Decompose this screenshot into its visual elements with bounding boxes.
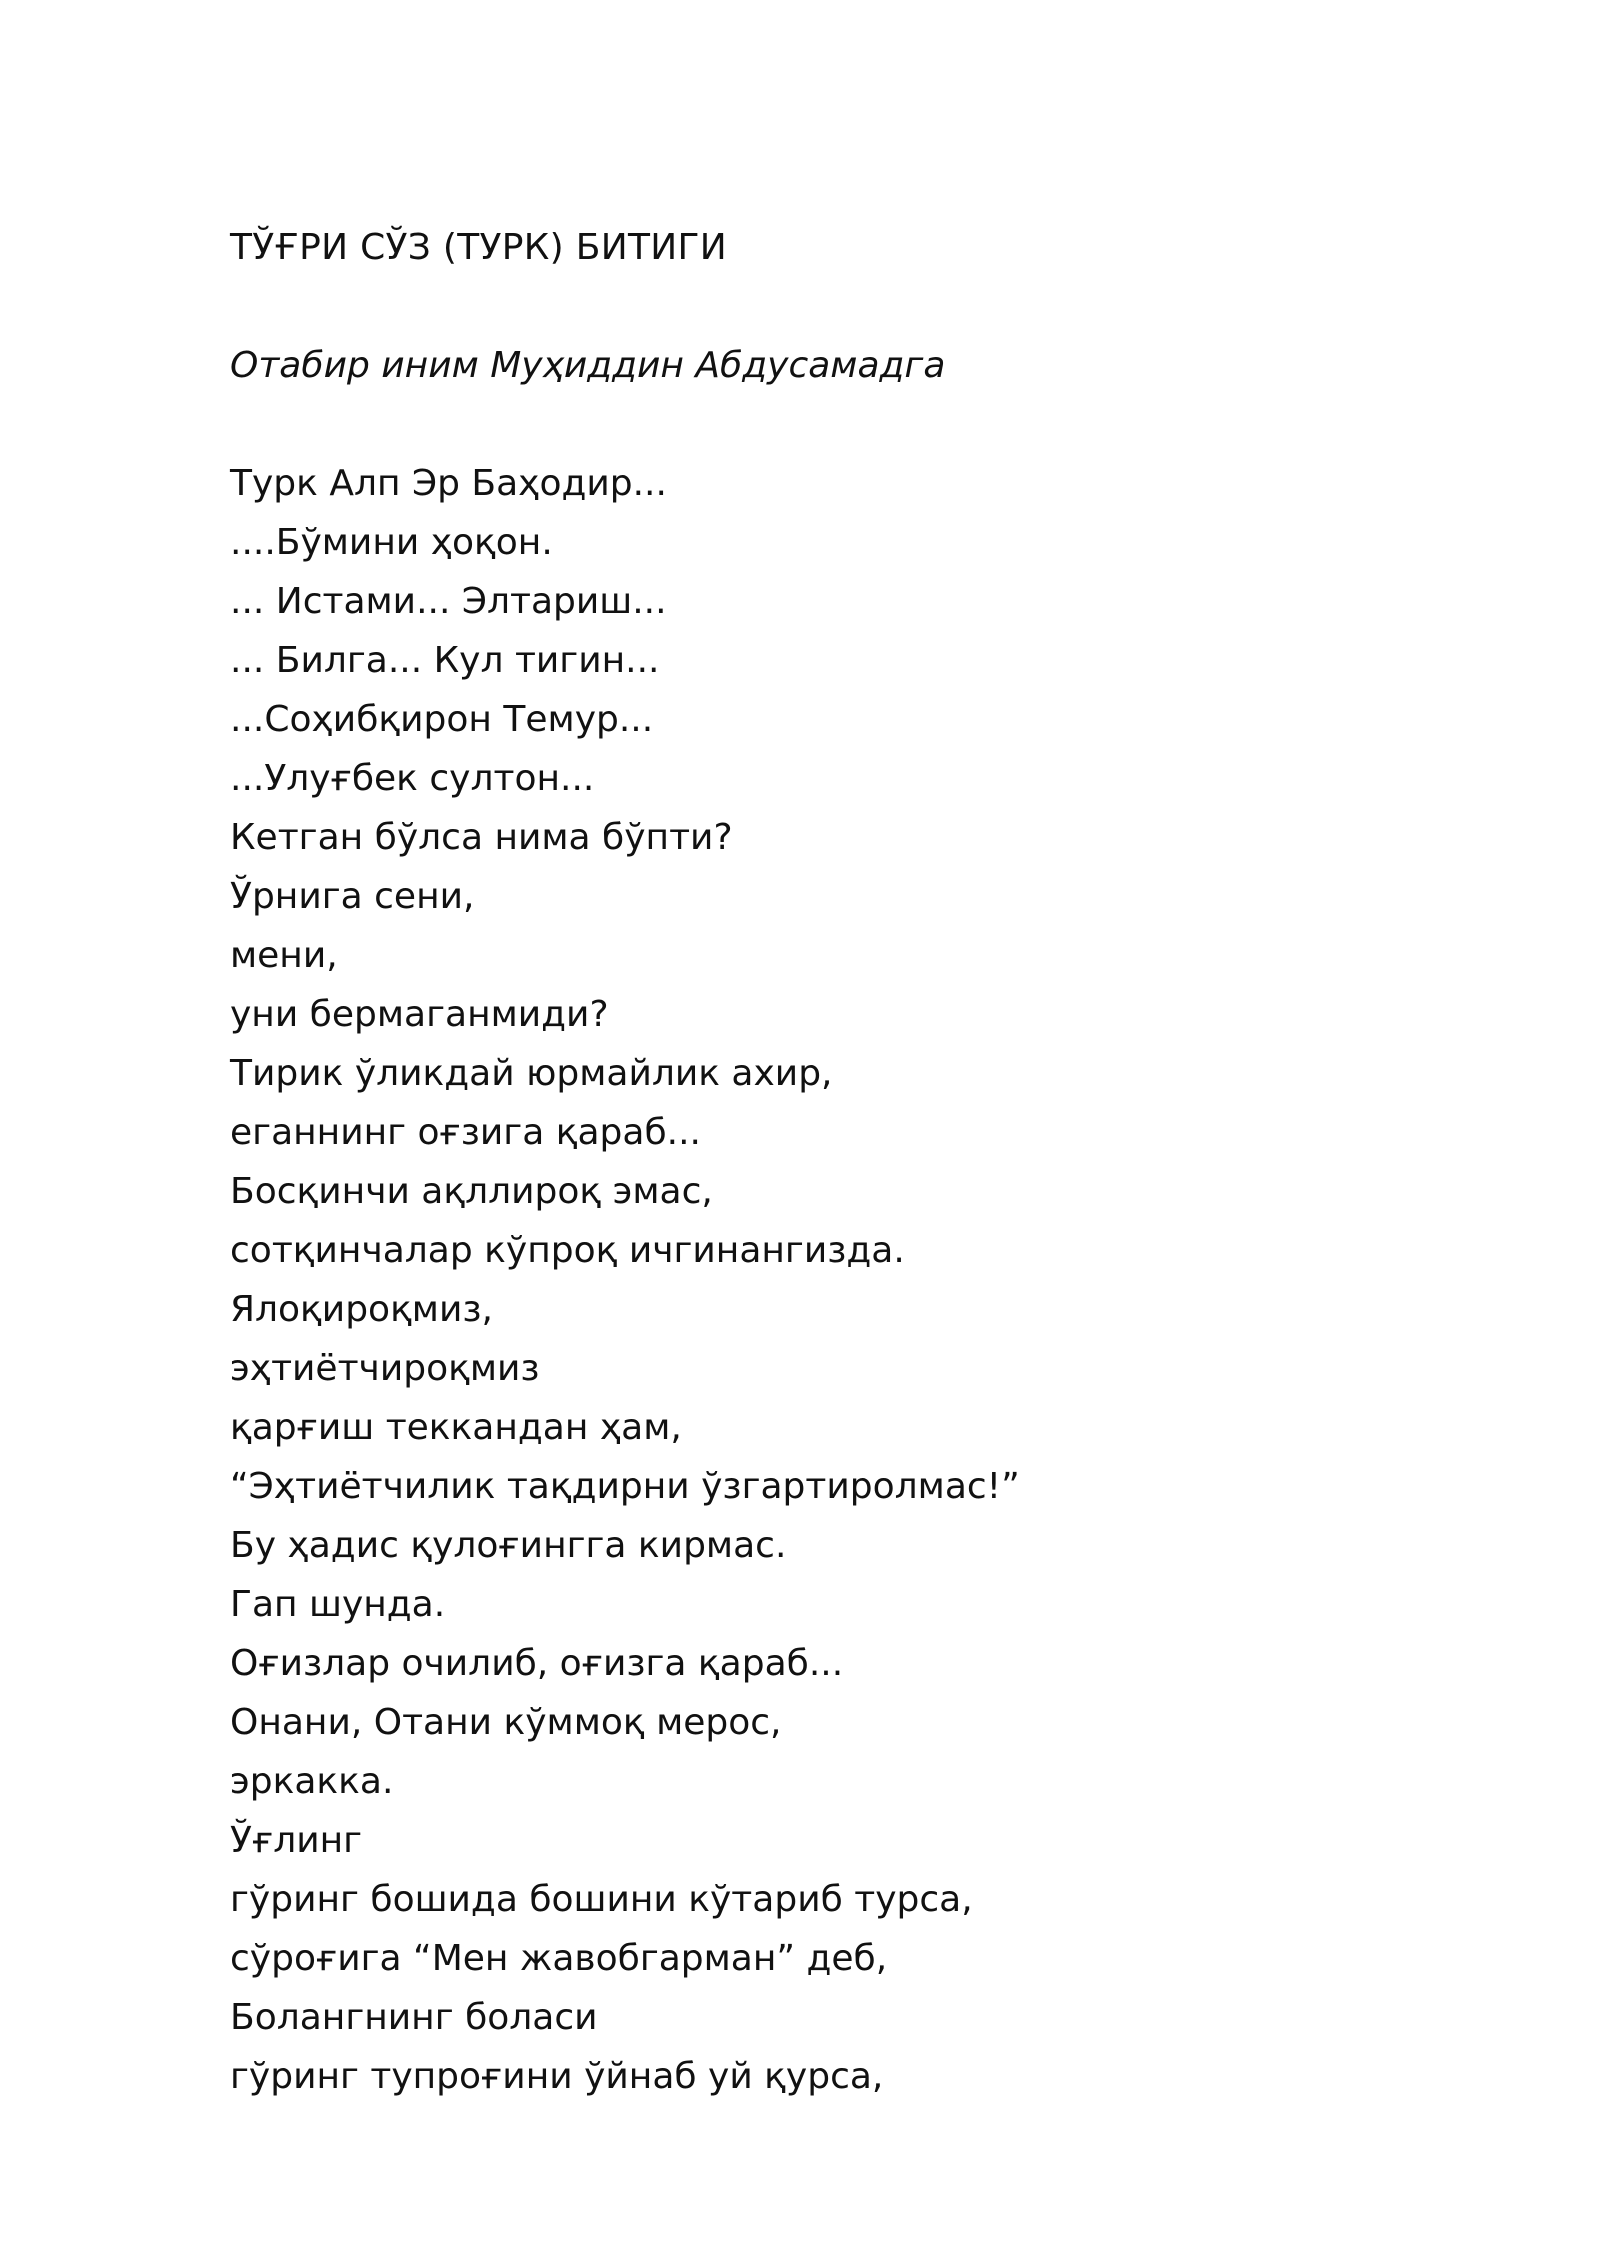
poem-line: ...Соҳибқирон Темур...: [230, 699, 654, 740]
poem-line: “Эҳтиётчилик тақдирни ўзгартиролмас!”: [230, 1466, 1020, 1507]
poem-line: Онани, Отани кўммоқ мерос,: [230, 1702, 782, 1743]
poem-line: гўринг бошида бошини кўтариб турса,: [230, 1879, 973, 1920]
poem-content: [230, 218, 1430, 2106]
poem-title: ТЎҒРИ СЎЗ (ТУРК) БИТИГИ: [230, 227, 727, 268]
poem-line: Ўрнига сени,: [230, 876, 475, 917]
poem-line: ...Улуғбек султон...: [230, 758, 595, 799]
poem-line: гўринг тупроғини ўйнаб уй қурса,: [230, 2056, 884, 2097]
poem-line: эҳтиётчироқмиз: [230, 1348, 540, 1389]
poem-line: мени,: [230, 935, 338, 976]
poem-line: сотқинчалар кўпроқ ичгинангизда.: [230, 1230, 905, 1271]
poem-line: Гап шунда.: [230, 1584, 446, 1625]
poem-line: қарғиш теккандан ҳам,: [230, 1407, 682, 1448]
poem-line: Ўғлинг: [230, 1820, 363, 1861]
poem-dedication: Отабир иним Муҳиддин Абдусамадга: [230, 345, 946, 386]
poem-line: сўроғига “Мен жавобгарман” деб,: [230, 1938, 888, 1979]
poem-line: Тирик ўликдай юрмайлик ахир,: [230, 1053, 833, 1094]
poem-line: Кетган бўлса нима бўпти?: [230, 817, 733, 858]
poem-line: Турк Алп Эр Баҳодир...: [230, 463, 667, 504]
poem-line: ....Бўмини ҳоқон.: [230, 522, 553, 563]
poem-line: эркакка.: [230, 1761, 394, 1802]
poem-line: ... Истами... Элтариш...: [230, 581, 667, 622]
poem-body: [230, 454, 1430, 2106]
poem-line: Ялоқироқмиз,: [230, 1289, 493, 1330]
poem-line: Бу ҳадис қулоғингга кирмас.: [230, 1525, 787, 1566]
poem-line: ... Билга... Кул тигин...: [230, 640, 660, 681]
poem-line: Босқинчи ақллироқ эмас,: [230, 1171, 713, 1212]
poem-line: еганнинг оғзига қараб...: [230, 1112, 701, 1153]
poem-line: Оғизлар очилиб, оғизга қараб...: [230, 1643, 844, 1684]
poem-line: Болангнинг боласи: [230, 1997, 598, 2038]
poem-line: уни бермаганмиди?: [230, 994, 609, 1035]
